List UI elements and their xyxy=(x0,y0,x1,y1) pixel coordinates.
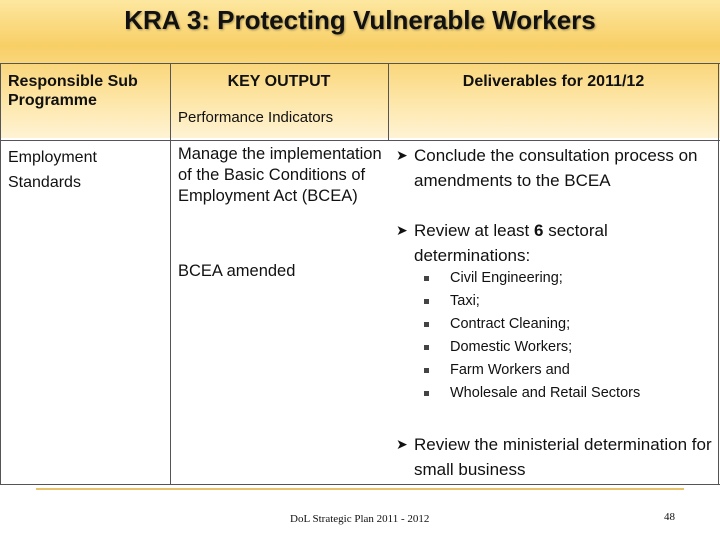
slide-title: KRA 3: Protecting Vulnerable Workers xyxy=(124,5,596,35)
deliverable-text: Review at least xyxy=(414,221,530,240)
header-performance-indicators: Performance Indicators xyxy=(178,109,334,126)
square-bullet-icon xyxy=(424,299,429,304)
sub-programme-cell: Employment Standards xyxy=(8,149,97,191)
deliverable-item: Conclude the consultation process on amendments to the BCEA xyxy=(414,146,698,190)
arrow-bullet-icon: ➤ xyxy=(396,147,408,163)
footer-text: DoL Strategic Plan 2011 - 2012 xyxy=(290,513,430,525)
header-responsible: Responsible Sub Programme xyxy=(8,73,138,109)
header-deliverables: Deliverables for 2011/12 xyxy=(462,73,645,90)
arrow-bullet-icon: ➤ xyxy=(396,436,408,452)
table-border-left xyxy=(0,63,1,485)
deliverable-item xyxy=(414,218,714,268)
square-bullet-icon xyxy=(424,322,429,327)
header-key-output: KEY OUTPUT xyxy=(227,73,331,90)
footer-divider xyxy=(36,488,684,490)
table-border-right xyxy=(718,63,719,485)
key-output-cell: Manage the implementation of the Basic Conditions of Employment Act (BCEA) xyxy=(178,145,382,205)
deliverable-count: 6 xyxy=(534,221,544,240)
deliverable-text: sectoral determinations: xyxy=(414,221,608,265)
table-border-bottom xyxy=(0,484,720,485)
square-bullet-icon xyxy=(424,345,429,350)
square-bullet-icon xyxy=(424,368,429,373)
arrow-bullet-icon: ➤ xyxy=(396,222,408,238)
header-divider xyxy=(0,140,720,141)
deliverable-item: Review the ministerial determination for small business xyxy=(414,435,712,479)
square-bullet-icon xyxy=(424,276,429,281)
square-bullet-icon xyxy=(424,391,429,396)
column-divider-1 xyxy=(170,63,171,485)
indicator-cell: BCEA amended xyxy=(178,262,296,280)
page-number: 48 xyxy=(664,511,675,523)
table-border-top xyxy=(0,63,720,64)
